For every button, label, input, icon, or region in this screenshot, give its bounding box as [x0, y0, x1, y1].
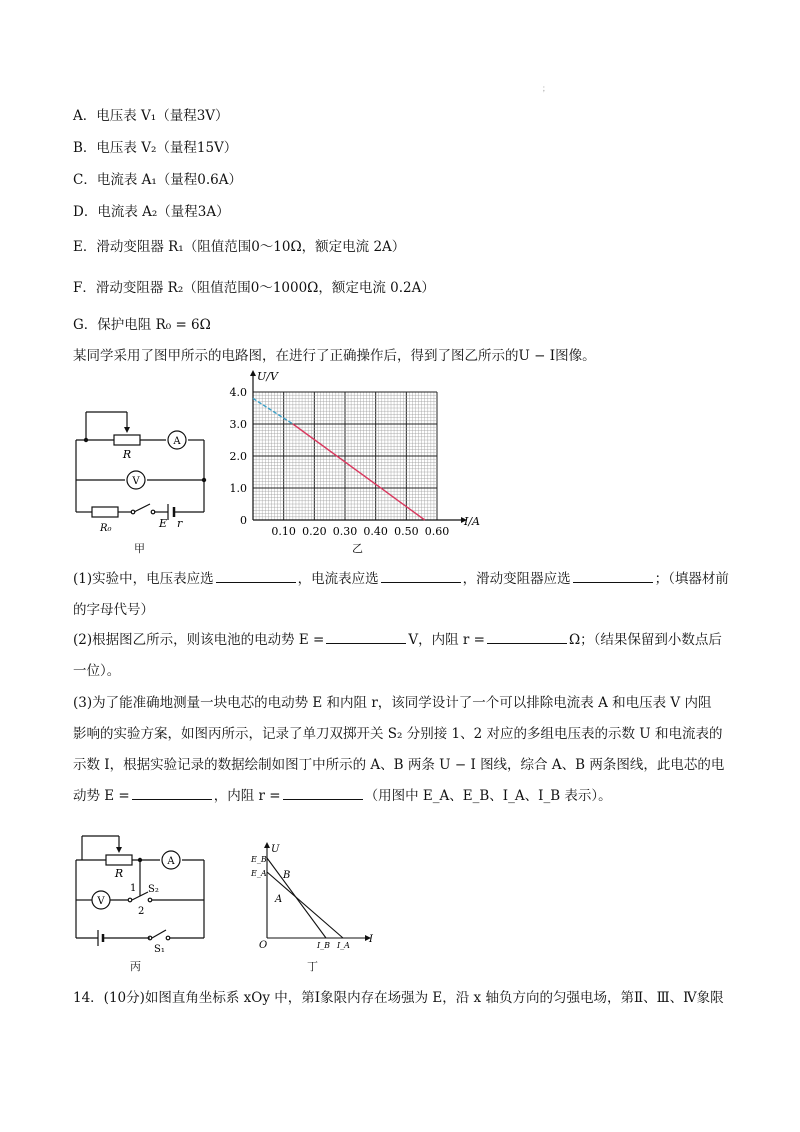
caption-jia: 甲	[134, 542, 145, 555]
caption-bing: 丙	[130, 960, 141, 973]
y-tick-label: 2.0	[229, 450, 247, 463]
ammeter-label-bing: A	[167, 856, 175, 867]
q3-line-3: 示数 I，根据实验记录的数据绘制如图丁中所示的 A、B 两条 U − I 图线，综合 A、B 两条图线，此电芯的电	[73, 757, 725, 773]
x-axis-label: I/A	[464, 515, 480, 528]
switch-s2-label: S₂	[148, 884, 159, 895]
switch-s1-label: S₁	[154, 944, 165, 955]
option-g: G．保护电阻 R₀ = 6Ω	[73, 317, 211, 333]
ib-label: I_B	[317, 941, 331, 950]
line-b-label: B	[283, 870, 291, 881]
option-c: C．电流表 A₁（量程0.6A）	[73, 172, 243, 188]
caption-yi: 乙	[352, 542, 363, 555]
q1-text-d: ；（填器材前	[654, 571, 729, 587]
q1-text-c: ，滑动变阻器应选	[462, 571, 571, 587]
y-tick-label: 1.0	[229, 482, 247, 495]
x-tick-label: 0.10	[271, 525, 296, 538]
option-d: D．电流表 A₂（量程3A）	[73, 204, 230, 220]
q2-text-b: V，内阻 r =	[408, 632, 485, 648]
emf-label: E	[159, 517, 168, 530]
option-a: A．电压表 V₁（量程3V）	[73, 108, 229, 124]
ea-label: E_A	[251, 869, 267, 878]
eb-label: E_B	[251, 855, 267, 864]
intro-text: 某同学采用了图甲所示的电路图，在进行了正确操作后，得到了图乙所示的U − I图像。	[73, 348, 596, 364]
circuit-bing	[70, 830, 220, 960]
x-tick-label: 0.40	[363, 525, 388, 538]
option-e: E．滑动变阻器 R₁（阻值范围0～10Ω，额定电流 2A）	[73, 239, 406, 255]
x-tick-label: 0.60	[424, 525, 450, 538]
q3-blank-emf[interactable]	[132, 785, 212, 800]
caption-ding: 丁	[307, 960, 318, 973]
q3-text-4c: （用图中 E_A、E_B、I_A、I_B 表示）。	[364, 788, 612, 804]
q2-text-a: (2)根据图乙所示，则该电池的电动势 E =	[73, 632, 325, 648]
q1-text-e: 的字母代号）	[73, 602, 154, 618]
circuit-jia	[70, 400, 220, 550]
y-tick-label: 0	[240, 514, 247, 527]
internal-r-label: r	[177, 517, 183, 530]
chart-yi	[225, 370, 495, 555]
x-tick-label: 0.50	[394, 525, 419, 538]
q2-text-c: Ω；（结果保留到小数点后	[568, 632, 722, 648]
y-tick-label: 4.0	[229, 386, 247, 399]
q3-blank-resistance[interactable]	[283, 785, 363, 800]
y-axis-arrow	[250, 370, 256, 376]
q3-line-1: (3)为了能准确地测量一块电芯的电动势 E 和内阻 r，该同学设计了一个可以排除电流表 A 和电压表 V 内阻	[73, 695, 712, 711]
protect-resistor-label: R₀	[100, 523, 112, 534]
axis-u-label: U	[271, 844, 280, 855]
voltmeter-label-bing: V	[97, 896, 105, 907]
ia-label: I_A	[337, 941, 350, 950]
x-tick-label: 0.30	[332, 525, 358, 538]
q2-blank-emf[interactable]	[326, 629, 406, 644]
corner-mark: ；	[542, 84, 550, 93]
q1-text-b: ，电流表应选	[297, 571, 379, 587]
q3-text-4a: 动势 E =	[73, 788, 130, 804]
option-b: B．电压表 V₂（量程15V）	[73, 140, 238, 156]
q2-blank-resistance[interactable]	[487, 629, 567, 644]
q2-text-d: 一位）。	[73, 663, 121, 679]
line-a-label: A	[275, 894, 283, 905]
axis-i-label: I	[369, 934, 373, 945]
q1-text-a: (1)实验中，电压表应选	[73, 571, 214, 587]
rheostat-label-bing: R	[114, 867, 124, 880]
question-1	[73, 564, 733, 626]
rheostat-label: R	[122, 448, 132, 461]
q1-blank-ammeter[interactable]	[381, 568, 461, 583]
q3-line-2: 影响的实验方案，如图丙所示，记录了单刀双掷开关 S₂ 分别接 1、2 对应的多组电压表的示数 U 和电流表的	[73, 726, 723, 742]
q1-blank-rheostat[interactable]	[573, 568, 653, 583]
y-tick-label: 3.0	[229, 418, 247, 431]
question-14: 14．(10分)如图直角坐标系 xOy 中，第Ⅰ象限内存在场强为 E，沿 x 轴负方向的匀强电场，第Ⅱ、Ⅲ、Ⅳ象限	[73, 990, 724, 1006]
switch-pos-2: 2	[138, 906, 145, 917]
origin-label: O	[259, 940, 268, 951]
option-f: F．滑动变阻器 R₂（阻值范围0～1000Ω，额定电流 0.2A）	[73, 280, 435, 296]
graph-ding	[245, 840, 380, 955]
q1-blank-voltmeter[interactable]	[216, 568, 296, 583]
q3-text-4b: ，内阻 r =	[213, 788, 281, 804]
question-2	[73, 625, 733, 687]
voltmeter-label: V	[132, 476, 140, 487]
ammeter-label: A	[173, 436, 181, 447]
switch-pos-1: 1	[130, 883, 137, 894]
y-axis-label: U/V	[257, 370, 278, 383]
question-3	[73, 688, 733, 812]
x-tick-label: 0.20	[302, 525, 327, 538]
